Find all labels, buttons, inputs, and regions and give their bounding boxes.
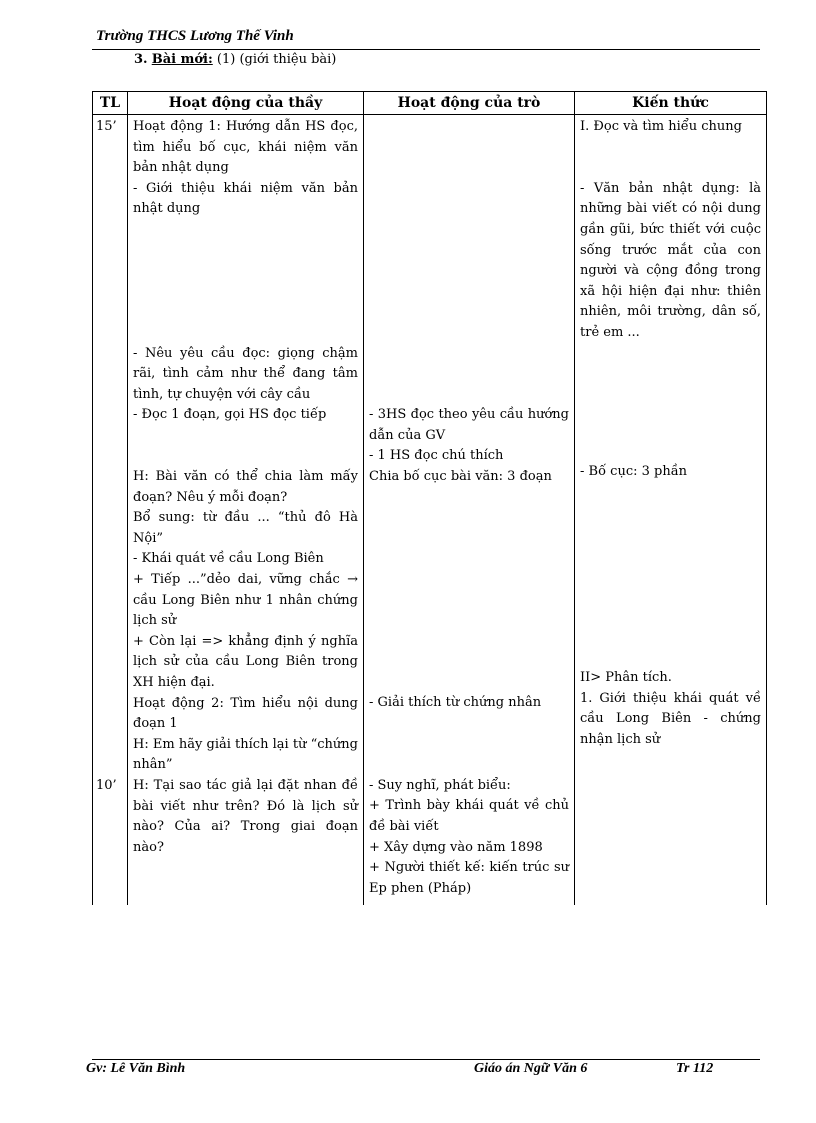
section-title: Bài mới: xyxy=(151,52,213,67)
table-header-row xyxy=(93,92,767,115)
knowledge-section-2: II> Phân tích. xyxy=(580,670,672,686)
section-note: (1) (giới thiệu bài) xyxy=(216,52,337,67)
student-annotation: - 1 HS đọc chú thích xyxy=(369,448,504,464)
teacher-activity-2: Hoạt động 2: Tìm hiểu nội dung đoạn 1 xyxy=(133,695,358,732)
teacher-question-witness: H: Em hãy giải thích lại từ “chứng nhân” xyxy=(133,736,358,773)
lesson-table xyxy=(92,91,767,905)
header-knowledge: Kiến thức xyxy=(575,92,767,115)
teacher-question-parts: H: Bài văn có thể chia làm mấy đoạn? Nêu ý mỗi đoạn? xyxy=(133,469,358,505)
knowledge-section-1: I. Đọc và tìm hiểu chung xyxy=(580,119,742,134)
student-designer: + Người thiết kế: kiến trúc sư Ep phen (Pháp) xyxy=(369,860,569,896)
teacher-column xyxy=(128,115,364,905)
student-layout: Chia bố cục bài văn: 3 đoạn xyxy=(369,468,552,484)
student-read: - 3HS đọc theo yêu cầu hướng dẫn của GV xyxy=(369,407,569,443)
time-15: 15’ xyxy=(96,119,117,134)
footer-page: Tr 112 xyxy=(676,1061,714,1076)
teacher-part-3: + Còn lại => khẳng định ý nghĩa lịch sử của cầu Long Biên trong XH hiện đại. xyxy=(133,633,358,691)
teacher-read-paragraph: - Đọc 1 đoạn, gọi HS đọc tiếp xyxy=(133,407,327,423)
footer-divider xyxy=(92,1059,760,1060)
section-heading xyxy=(134,52,336,67)
knowledge-definition: - Văn bản nhật dụng: là những bài viết có nội dung gần gũi, bức thiết với cuộc sống trước mắt của con người và cộng đồng trong xã hội hiện đại như: thiên nhiên, môi trường, dân số, trẻ em ... xyxy=(580,180,761,340)
knowledge-layout: - Bố cục: 3 phần xyxy=(580,463,688,479)
teacher-supplement: Bổ sung: từ đầu ... “thủ đô Hà Nội” xyxy=(133,510,358,546)
teacher-part-2: + Tiếp ...”dẻo dai, vững chắc → cầu Long Biên như 1 nhân chứng lịch sử xyxy=(133,572,358,629)
time-10: 10’ xyxy=(96,777,117,793)
time-column xyxy=(93,115,128,905)
student-think: - Suy nghĩ, phát biểu: xyxy=(369,777,511,793)
teacher-intro-concept: - Giới thiệu khái niệm văn bản nhật dụng xyxy=(133,180,358,217)
header-divider xyxy=(92,49,760,50)
section-number: 3. xyxy=(134,52,148,67)
header-student: Hoạt động của trò xyxy=(364,92,575,115)
header-school: Trường THCS Lương Thế Vinh xyxy=(96,28,294,44)
student-present: + Trình bày khái quát về chủ đề bài viết xyxy=(369,798,569,834)
header-teacher: Hoạt động của thầy xyxy=(128,92,364,115)
student-explain: - Giải thích từ chứng nhân xyxy=(369,695,542,711)
footer-book: Giáo án Ngữ Văn 6 xyxy=(474,1061,588,1076)
teacher-activity-1: Hoạt động 1: Hướng dẫn HS đọc, tìm hiểu bố cục, khái niệm văn bản nhật dụng xyxy=(133,119,358,176)
teacher-overview: - Khái quát về cầu Long Biên xyxy=(133,551,324,567)
knowledge-intro-bridge: 1. Giới thiệu khái quát về cầu Long Biên - chứng nhận lịch sử xyxy=(580,690,761,747)
teacher-reading-req: - Nêu yêu cầu đọc: giọng chậm rãi, tình cảm như thể đang tâm tình, tự chuyện với cây cầu xyxy=(133,345,358,402)
header-tl: TL xyxy=(93,92,128,115)
footer-author: Gv: Lê Văn Bình xyxy=(86,1061,186,1076)
teacher-question-title: H: Tại sao tác giả lại đặt nhan đề bài viết như trên? Đó là lịch sử nào? Của ai? Trong giai đoạn nào? xyxy=(133,778,358,855)
student-built: + Xây dựng vào năm 1898 xyxy=(369,839,543,855)
student-column xyxy=(364,115,575,905)
knowledge-column xyxy=(575,115,767,905)
table-row xyxy=(93,115,767,905)
